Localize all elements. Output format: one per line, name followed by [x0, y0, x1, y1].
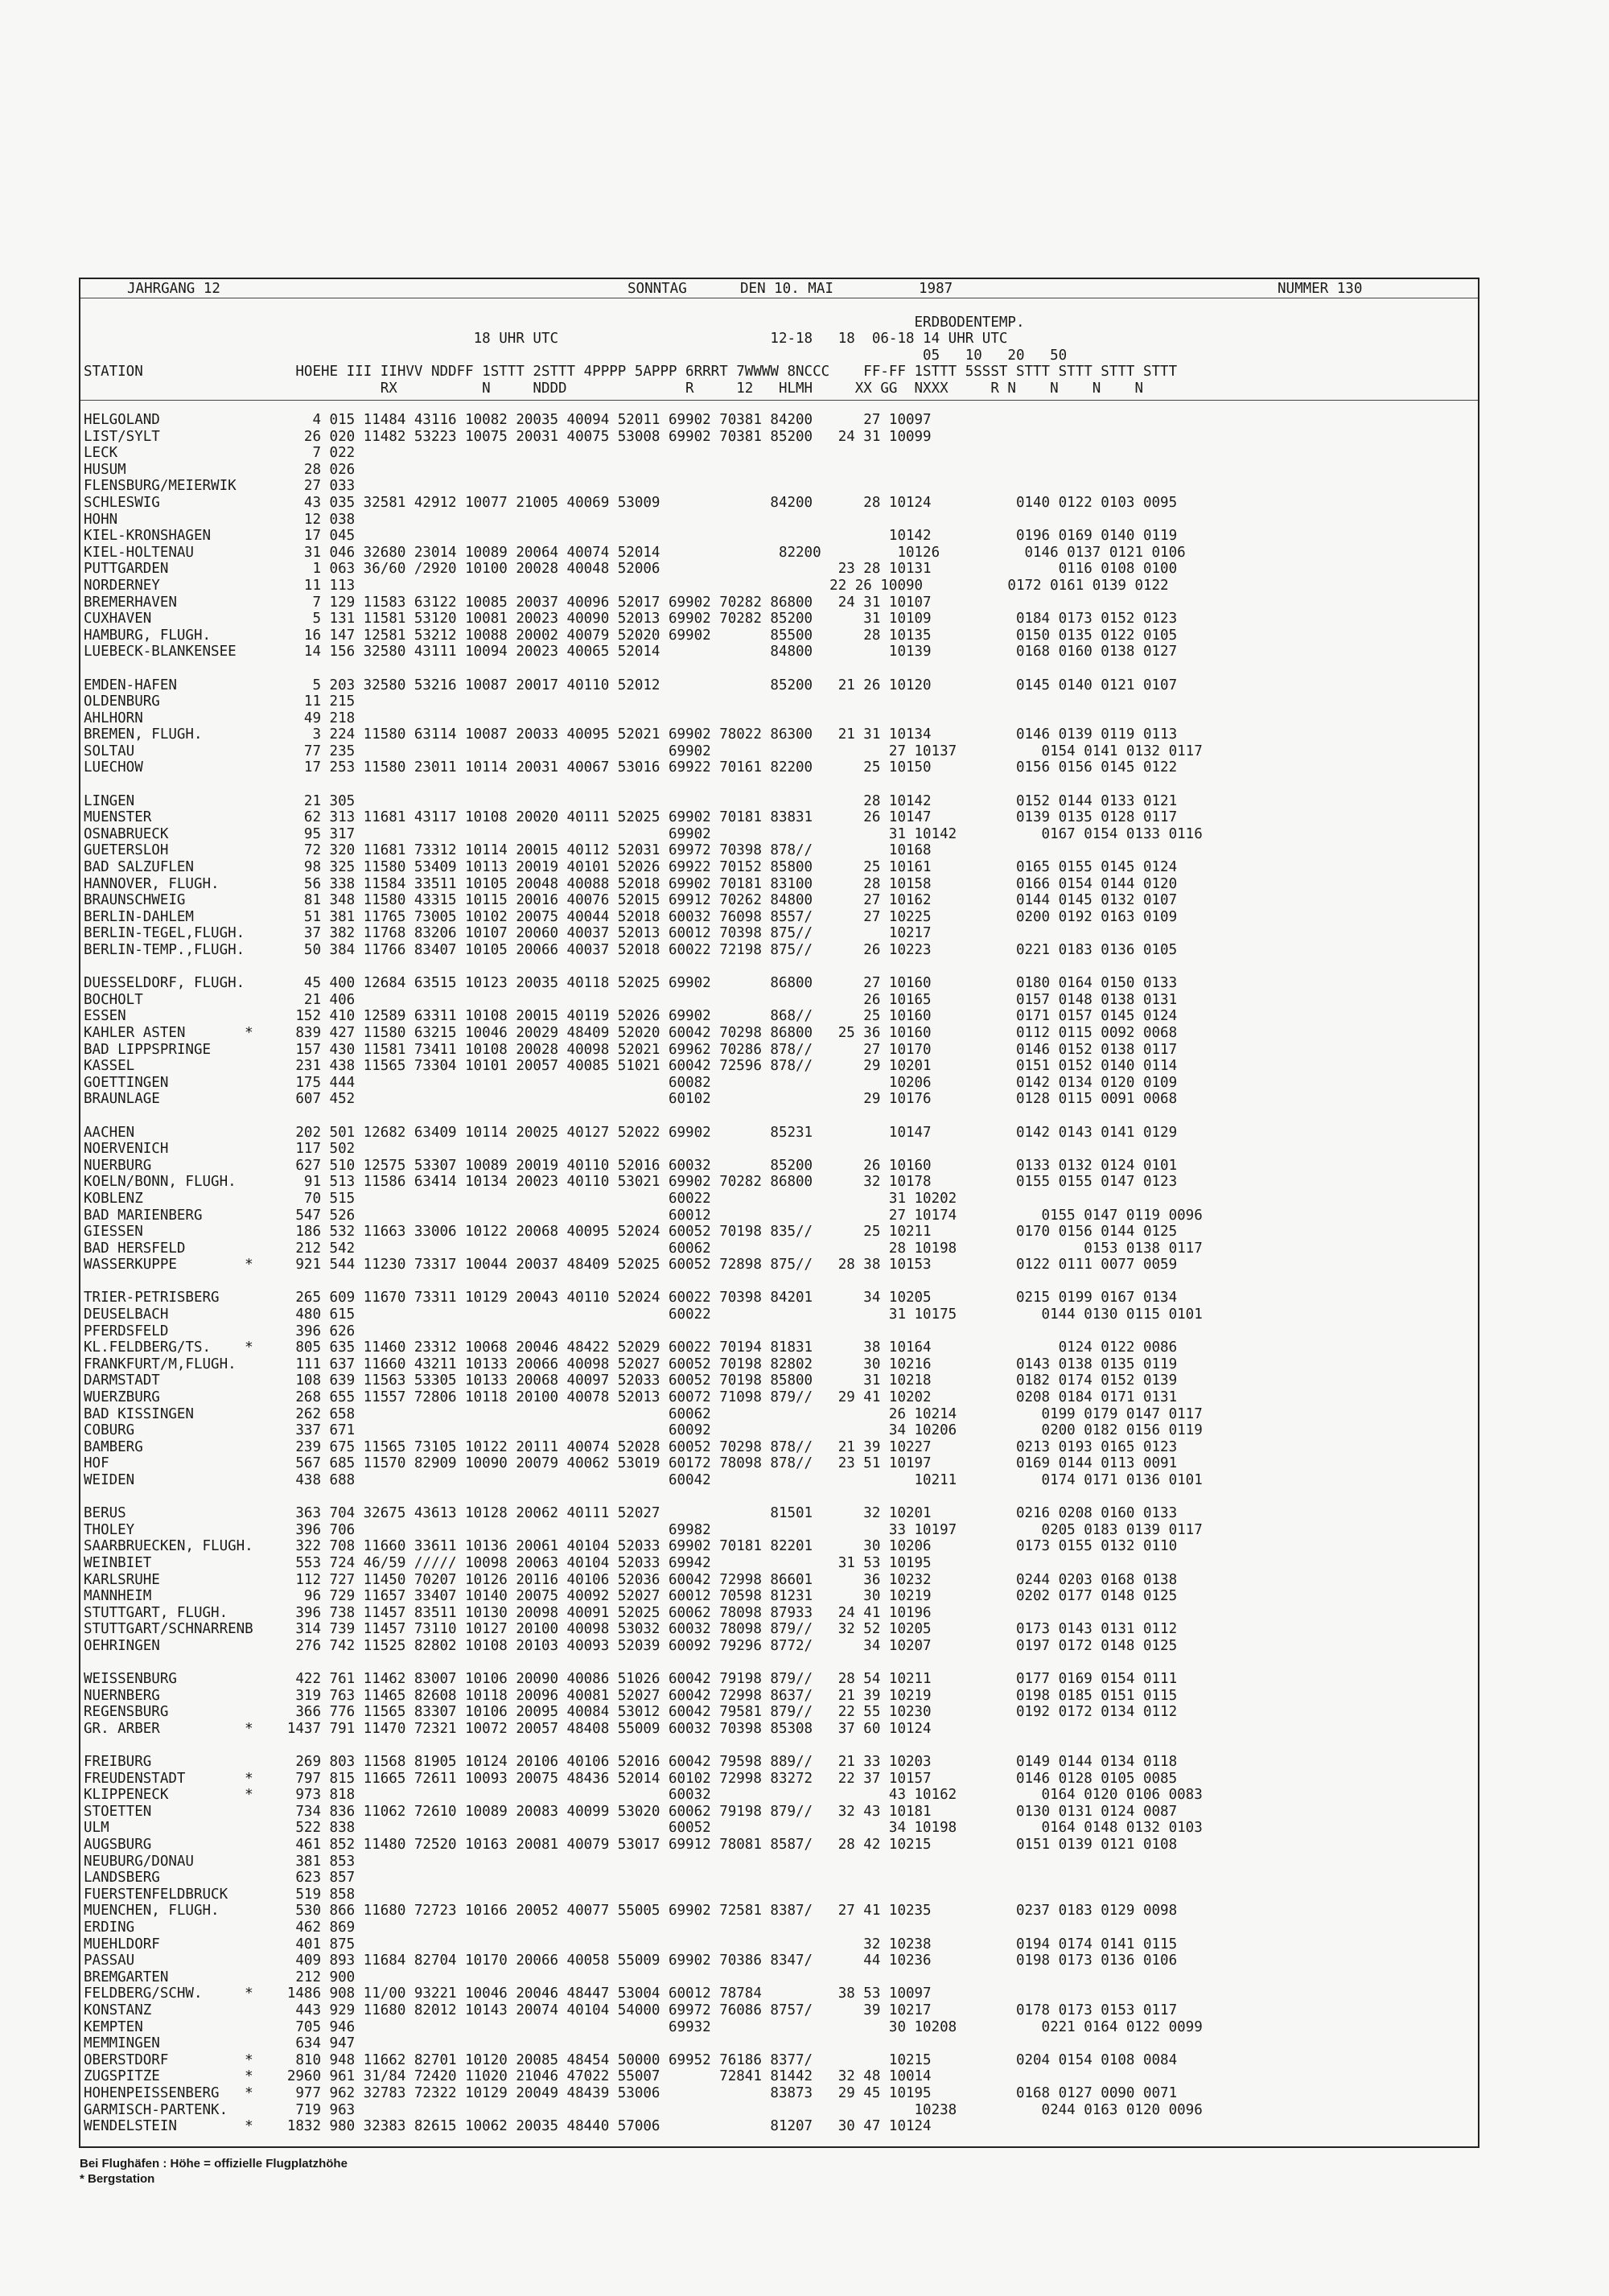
table-row: BAD HERSFELD 212 542 60062 28 10198 0153 0138 0117: [84, 1240, 1203, 1257]
table-row: WUERZBURG 268 655 11557 72806 10118 20100 40078 52013 60072 71098 879// 29 41 10202 0208 0184 0171 0131: [84, 1389, 1178, 1406]
table-row: HOF 567 685 11570 82909 10090 20079 40062 53019 60172 78098 878// 23 51 10197 0169 0144 0113 0091: [84, 1455, 1178, 1472]
table-row: BRAUNSCHWEIG 81 348 11580 43315 10115 20016 40076 52015 69912 70262 84800 27 10162 0144 0145 0132 0107: [84, 892, 1178, 909]
table-row: MUEHLDORF 401 875 32 10238 0194 0174 0141 0115: [84, 1936, 1178, 1952]
table-row: HELGOLAND 4 015 11484 43116 10082 20035 40094 52011 69902 70381 84200 27 10097: [84, 412, 932, 428]
table-row: ZUGSPITZE * 2960 961 31/84 72420 11020 21046 47022 55007 72841 81442 32 48 10014: [84, 2068, 932, 2085]
table-row: KARLSRUHE 112 727 11450 70207 10126 20116 40106 52036 60042 72998 86601 36 10232 0244 0203 0168 0138: [84, 1571, 1178, 1588]
table-row: SCHLESWIG 43 035 32581 42912 10077 21005 40069 53009 84200 28 10124 0140 0122 0103 0095: [84, 494, 1178, 511]
table-row: AUGSBURG 461 852 11480 72520 10163 20081 40079 53017 69912 78081 8587/ 28 42 10215 0151 0139 0121 0108: [84, 1837, 1178, 1854]
table-row: DARMSTADT 108 639 11563 53305 10133 20068 40097 52033 60052 70198 85800 31 10218 0182 0174 0152 0139: [84, 1372, 1178, 1389]
table-row: BAD MARIENBERG 547 526 60012 27 10174 0155 0147 0119 0096: [84, 1207, 1203, 1224]
table-row: COBURG 337 671 60092 34 10206 0200 0182 0156 0119: [84, 1422, 1203, 1439]
table-row: KIEL-HOLTENAU 31 046 32680 23014 10089 20064 40074 52014 82200 10126 0146 0137 0121 0106: [84, 544, 1186, 561]
table-row: SOLTAU 77 235 69902 27 10137 0154 0141 0132 0117: [84, 743, 1203, 759]
table-row: WASSERKUPPE * 921 544 11230 73317 10044 20037 48409 52025 60052 72898 875// 28 38 10153 0122 0111 0077 0059: [84, 1257, 1178, 1273]
table-row: FREIBURG 269 803 11568 81905 10124 20106 40106 52016 60042 79598 889// 21 33 10203 0149 0144 0134 0118: [84, 1754, 1178, 1771]
table-row: OBERSTDORF * 810 948 11662 82701 10120 20085 48454 50000 69952 76186 8377/ 10215 0204 0154 0108 0084: [84, 2051, 1178, 2068]
table-row: NORDERNEY 11 113 22 26 10090 0172 0161 0139 0122: [84, 577, 1169, 594]
table-row: LECK 7 022: [84, 445, 356, 462]
table-row: SAARBRUECKEN, FLUGH. 322 708 11660 33611 10136 20061 40104 52033 69902 70181 82201 30 10206 0173 0155 0132 0110: [84, 1538, 1178, 1555]
table-row: DUESSELDORF, FLUGH. 45 400 12684 63515 10123 20035 40118 52025 69902 86800 27 10160 0180 0164 0150 0133: [84, 975, 1178, 992]
table-row: BAD KISSINGEN 262 658 60062 26 10214 0199 0179 0147 0117: [84, 1405, 1203, 1422]
table-row: FLENSBURG/MEIERWIK 27 033: [84, 478, 356, 495]
table-row: HAMBURG, FLUGH. 16 147 12581 53212 10088 20002 40079 52020 69902 85500 28 10135 0150 0135 0122 0105: [84, 627, 1178, 644]
table-row: BREMEN, FLUGH. 3 224 11580 63114 10087 20033 40095 52021 69902 78022 86300 21 31 10134 0146 0139 0119 0113: [84, 726, 1178, 743]
table-row: WEISSENBURG 422 761 11462 83007 10106 20090 40086 51026 60042 79198 879// 28 54 10211 0177 0169 0154 0111: [84, 1671, 1178, 1688]
table-row: OLDENBURG 11 215: [84, 693, 356, 710]
column-header-line-3: 05 10 20 50: [84, 348, 1068, 364]
table-row: NEUBURG/DONAU 381 853: [84, 1853, 356, 1870]
table-row: STUTTGART/SCHNARRENB 314 739 11457 73110 10127 20100 40098 53032 60032 78098 879// 32 52 10205 0173 0143 0131 0112: [84, 1621, 1178, 1638]
table-row: KAHLER ASTEN * 839 427 11580 63215 10046 20029 48409 52020 60042 70298 86800 25 36 10160 0112 0115 0092 0068: [84, 1024, 1178, 1041]
table-row: TRIER-PETRISBERG 265 609 11670 73311 10129 20043 40110 52024 60022 70398 84201 34 10205 0215 0199 0167 0134: [84, 1290, 1178, 1306]
table-row: FUERSTENFELDBRUCK 519 858: [84, 1886, 356, 1903]
table-row: OSNABRUECK 95 317 69902 31 10142 0167 0154 0133 0116: [84, 825, 1203, 842]
table-row: ESSEN 152 410 12589 63311 10108 20015 40119 52026 69902 868// 25 10160 0171 0157 0145 0124: [84, 1008, 1178, 1025]
table-row: NOERVENICH 117 502: [84, 1141, 356, 1158]
table-row: PFERDSFELD 396 626: [84, 1323, 356, 1339]
column-header-line-5: RX N NDDD R 12 HLMH XX GG NXXX R N N N N: [84, 381, 1143, 397]
station-table: [84, 412, 1478, 2135]
table-row: REGENSBURG 366 776 11565 83307 10106 20095 40084 53012 60042 79581 879// 22 55 10230 0192 0172 0134 0112: [84, 1704, 1178, 1721]
table-row: FREUDENSTADT * 797 815 11665 72611 10093 20075 48436 52014 60102 72998 83272 22 37 10157 0146 0128 0105 0085: [84, 1770, 1178, 1787]
column-header-line-4: STATION HOEHE III IIHVV NDDFF 1STTT 2STTT 4PPPP 5APPP 6RRRT 7WWWW 8NCCC FF-FF 1STTT 5SSST STTT STTT STTT STTT: [84, 364, 1178, 380]
table-row: HUSUM 28 026: [84, 461, 356, 478]
table-row: STOETTEN 734 836 11062 72610 10089 20083 40099 53020 60062 79198 879// 32 43 10181 0130 0131 0124 0087: [84, 1803, 1178, 1820]
table-row: WENDELSTEIN * 1832 980 32383 82615 10062 20035 48440 57006 81207 30 47 10124: [84, 2118, 932, 2135]
table-row: FRANKFURT/M,FLUGH. 111 637 11660 43211 10133 20066 40098 52027 60052 70198 82802 30 10216 0143 0138 0135 0119: [84, 1356, 1178, 1372]
table-row: KIEL-KRONSHAGEN 17 045 10142 0196 0169 0140 0119: [84, 528, 1178, 545]
year-label: 1987: [919, 281, 953, 297]
table-row: KONSTANZ 443 929 11680 82012 10143 20074 40104 54000 69972 76086 8757/ 39 10217 0178 0173 0153 0117: [84, 2002, 1178, 2018]
table-row: NUERBURG 627 510 12575 53307 10089 20019 40110 52016 60032 85200 26 10160 0133 0132 0124 0101: [84, 1157, 1178, 1174]
column-header-rule: [80, 400, 1478, 401]
table-row: THOLEY 396 706 69982 33 10197 0205 0183 0139 0117: [84, 1521, 1203, 1538]
table-row: BERLIN-DAHLEM 51 381 11765 73005 10102 20075 40044 52018 60032 76098 8557/ 27 10225 0200 0192 0163 0109: [84, 908, 1178, 925]
table-row: BAMBERG 239 675 11565 73105 10122 20111 40074 52028 60052 70298 878// 21 39 10227 0213 0193 0165 0123: [84, 1438, 1178, 1455]
table-row: GARMISCH-PARTENK. 719 963 10238 0244 0163 0120 0096: [84, 2101, 1203, 2118]
column-header-line-1: ERDBODENTEMP.: [84, 315, 1025, 331]
table-row: STUTTGART, FLUGH. 396 738 11457 83511 10130 20098 40091 52025 60062 78098 87933 24 41 10196: [84, 1604, 932, 1621]
table-row: LANDSBERG 623 857: [84, 1870, 356, 1887]
table-row: LUEBECK-BLANKENSEE 14 156 32580 43111 10094 20023 40065 52014 84800 10139 0168 0160 0138 0127: [84, 644, 1178, 660]
table-row: MUENCHEN, FLUGH. 530 866 11680 72723 10166 20052 40077 55005 69902 72581 8387/ 27 41 10235 0237 0183 0129 0098: [84, 1903, 1178, 1920]
table-row: CUXHAVEN 5 131 11581 53120 10081 20023 40090 52013 69902 70282 85200 31 10109 0184 0173 0152 0123: [84, 611, 1178, 627]
table-row: PUTTGARDEN 1 063 36/60 /2920 10100 20028 40048 52006 23 28 10131 0116 0108 0100: [84, 561, 1178, 578]
table-row: ERDING 462 869: [84, 1920, 356, 1936]
table-row: GR. ARBER * 1437 791 11470 72321 10072 20057 48408 55009 60032 70398 85308 37 60 10124: [84, 1720, 932, 1737]
jahrgang-label: JAHRGANG 12: [127, 281, 220, 297]
table-row: GOETTINGEN 175 444 60082 10206 0142 0134 0120 0109: [84, 1074, 1178, 1091]
table-row: MUENSTER 62 313 11681 43117 10108 20020 40111 52025 69902 70181 83831 26 10147 0139 0135 0128 0117: [84, 809, 1178, 826]
table-row: HOHENPEISSENBERG * 977 962 32783 72322 10129 20049 48439 53006 83873 29 45 10195 0168 0127 0090 0071: [84, 2084, 1178, 2101]
table-row: MANNHEIM 96 729 11657 33407 10140 20075 40092 52027 60012 70598 81231 30 10219 0202 0177 0148 0125: [84, 1588, 1178, 1605]
table-row: KOELN/BONN, FLUGH. 91 513 11586 63414 10134 20023 40110 53021 69902 70282 86800 32 10178 0155 0155 0147 0123: [84, 1174, 1178, 1191]
table-row: HANNOVER, FLUGH. 56 338 11584 33511 10105 20048 40088 52018 69902 70181 83100 28 10158 0166 0154 0144 0120: [84, 875, 1178, 892]
table-row: BREMERHAVEN 7 129 11583 63122 10085 20037 40096 52017 69902 70282 86800 24 31 10107: [84, 594, 932, 611]
table-row: BERLIN-TEMP.,FLUGH. 50 384 11766 83407 10105 20066 40037 52018 60022 72198 875// 26 10223 0221 0183 0136 0105: [84, 942, 1178, 958]
table-row: GIESSEN 186 532 11663 33006 10122 20068 40095 52024 60052 70198 835// 25 10211 0170 0156 0144 0125: [84, 1224, 1178, 1241]
airport-footnote: Bei Flughäfen : Höhe = offizielle Flugplatzhöhe: [80, 2157, 348, 2171]
table-row: HOHN 12 038: [84, 511, 356, 528]
table-row: BAD SALZUFLEN 98 325 11580 53409 10113 20019 40101 52026 69922 70152 85800 25 10161 0165 0155 0145 0124: [84, 859, 1178, 876]
table-row: ULM 522 838 60052 34 10198 0164 0148 0132 0103: [84, 1820, 1203, 1837]
table-row: BERLIN-TEGEL,FLUGH. 37 382 11768 83206 10107 20060 40037 52013 60012 70398 875// 10217: [84, 925, 932, 942]
table-row: KLIPPENECK * 973 818 60032 43 10162 0164 0120 0106 0083: [84, 1787, 1203, 1804]
table-row: KEMPTEN 705 946 69932 30 10208 0221 0164 0122 0099: [84, 2018, 1203, 2035]
table-row: MEMMINGEN 634 947: [84, 2035, 356, 2052]
table-row: DEUSELBACH 480 615 60022 31 10175 0144 0130 0115 0101: [84, 1306, 1203, 1323]
table-row: LINGEN 21 305 28 10142 0152 0144 0133 0121: [84, 792, 1178, 809]
table-row: KL.FELDBERG/TS. * 805 635 11460 23312 10068 20046 48422 52029 60022 70194 81831 38 10164 0124 0122 0086: [84, 1339, 1178, 1356]
table-row: KOBLENZ 70 515 60022 31 10202: [84, 1190, 957, 1207]
table-row: BREMGARTEN 212 900: [84, 1969, 356, 1985]
table-row: OEHRINGEN 276 742 11525 82802 10108 20103 40093 52039 60092 79296 8772/ 34 10207 0197 0172 0148 0125: [84, 1637, 1178, 1654]
table-row: NUERNBERG 319 763 11465 82608 10118 20096 40081 52027 60042 72998 8637/ 21 39 10219 0198 0185 0151 0115: [84, 1687, 1178, 1704]
table-row: KASSEL 231 438 11565 73304 10101 20057 40085 51021 60042 72596 878// 29 10201 0151 0152 0140 0114: [84, 1058, 1178, 1075]
table-row: AHLHORN 49 218: [84, 710, 356, 726]
table-row: LUECHOW 17 253 11580 23011 10114 20031 40067 53016 69922 70161 82200 25 10150 0156 0156 0145 0122: [84, 759, 1178, 776]
mountain-footnote: * Bergstation: [80, 2172, 155, 2186]
table-row: PASSAU 409 893 11684 82704 10170 20066 40058 55009 69902 70386 8347/ 44 10236 0198 0173 0136 0106: [84, 1952, 1178, 1969]
table-row: EMDEN-HAFEN 5 203 32580 53216 10087 20017 40110 52012 85200 21 26 10120 0145 0140 0121 0107: [84, 677, 1178, 693]
column-header-line-2: 18 UHR UTC 12-18 18 06-18 14 UHR UTC: [84, 331, 1008, 347]
issue-number: NUMMER 130: [1278, 281, 1363, 297]
table-row: GUETERSLOH 72 320 11681 73312 10114 20015 40112 52031 69972 70398 878// 10168: [84, 842, 932, 859]
table-row: BAD LIPPSPRINGE 157 430 11581 73411 10108 20028 40098 52021 69962 70286 878// 27 10170 0146 0152 0138 0117: [84, 1041, 1178, 1058]
table-row: WEINBIET 553 724 46/59 ///// 10098 20063 40104 52033 69942 31 53 10195: [84, 1554, 932, 1571]
table-row: WEIDEN 438 688 60042 10211 0174 0171 0136 0101: [84, 1472, 1203, 1488]
table-row: LIST/SYLT 26 020 11482 53223 10075 20031 40075 53008 69902 70381 85200 24 31 10099: [84, 428, 932, 445]
table-row: FELDBERG/SCHW. * 1486 908 11/00 93221 10046 20046 48447 53004 60012 78784 38 53 10097: [84, 1985, 932, 2002]
table-row: BERUS 363 704 32675 43613 10128 20062 40111 52027 81501 32 10201 0216 0208 0160 0133: [84, 1505, 1178, 1522]
table-row: BRAUNLAGE 607 452 60102 29 10176 0128 0115 0091 0068: [84, 1091, 1178, 1108]
date-label: DEN 10. MAI: [740, 281, 833, 297]
table-row: BOCHOLT 21 406 26 10165 0157 0148 0138 0131: [84, 991, 1178, 1008]
day-label: SONNTAG: [628, 281, 687, 297]
table-row: AACHEN 202 501 12682 63409 10114 20025 40127 52022 69902 85231 10147 0142 0143 0141 0129: [84, 1124, 1178, 1141]
